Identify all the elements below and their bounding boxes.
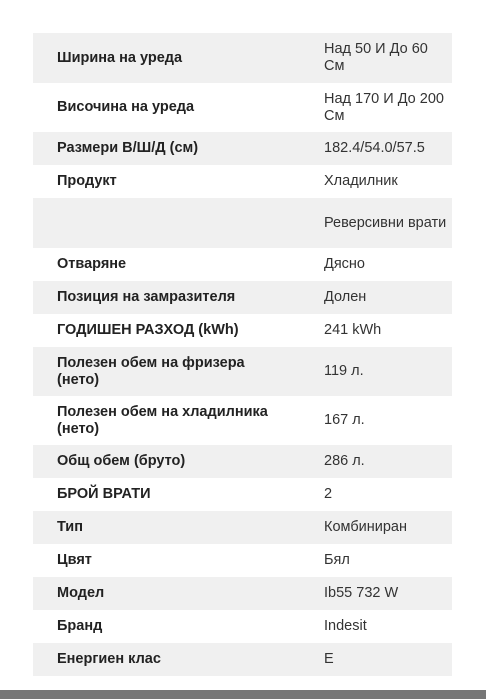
spec-value: E bbox=[324, 651, 334, 667]
bottom-scroll-bar bbox=[0, 690, 486, 699]
spec-value: 286 л. bbox=[324, 453, 365, 469]
spec-row-annual-consumption bbox=[33, 314, 452, 347]
spec-row-color bbox=[33, 544, 452, 577]
spec-value: Комбиниран bbox=[324, 519, 407, 535]
spec-label: Височина на уреда bbox=[57, 99, 195, 115]
spec-value: 182.4/54.0/57.5 bbox=[324, 140, 425, 156]
spec-value: Дясно bbox=[324, 256, 365, 272]
spec-label: Отваряне bbox=[57, 256, 127, 272]
spec-label: Продукт bbox=[57, 173, 117, 189]
spec-label: Общ обем (бруто) bbox=[57, 453, 186, 469]
spec-row-freezer-volume bbox=[33, 347, 452, 396]
spec-value: Indesit bbox=[324, 618, 367, 634]
spec-label: Енергиен клас bbox=[57, 651, 161, 667]
spec-row-product bbox=[33, 165, 452, 198]
spec-row-door-count bbox=[33, 478, 452, 511]
spec-label: Ширина на уреда bbox=[57, 49, 183, 66]
spec-label: Цвят bbox=[57, 552, 92, 568]
spec-label: Полезен обем на фризера (нето) bbox=[57, 354, 245, 388]
spec-value: Бял bbox=[324, 552, 350, 568]
spec-label: Тип bbox=[57, 519, 83, 535]
spec-label: Модел bbox=[57, 585, 105, 601]
spec-value: Хладилник bbox=[324, 173, 398, 189]
spec-value: 167 л. bbox=[324, 412, 365, 428]
spec-value: 2 bbox=[324, 486, 333, 502]
spec-value: Реверсивни врати bbox=[324, 214, 447, 231]
spec-label: Бранд bbox=[57, 618, 103, 634]
spec-value: Ib55 732 W bbox=[324, 585, 399, 601]
spec-row-height bbox=[33, 83, 452, 132]
spec-row-opening bbox=[33, 248, 452, 281]
specifications-table bbox=[33, 33, 452, 676]
spec-row-total-volume bbox=[33, 445, 452, 478]
spec-label: Размери В/Ш/Д (см) bbox=[57, 140, 199, 156]
spec-row-fridge-volume bbox=[33, 396, 452, 445]
spec-row-width bbox=[33, 33, 452, 83]
spec-row-energy-class bbox=[33, 643, 452, 676]
spec-label: БРОЙ ВРАТИ bbox=[57, 486, 151, 502]
spec-value: Над 50 И До 60 См bbox=[324, 41, 428, 74]
spec-row-type bbox=[33, 511, 452, 544]
spec-row-brand bbox=[33, 610, 452, 643]
spec-row-model bbox=[33, 577, 452, 610]
spec-label: Полезен обем на хладилника (нето) bbox=[57, 403, 268, 437]
spec-row-dimensions bbox=[33, 132, 452, 165]
spec-value: Над 170 И До 200 См bbox=[324, 90, 444, 124]
spec-label: ГОДИШЕН РАЗХОД (kWh) bbox=[57, 322, 239, 338]
spec-value: Долен bbox=[324, 289, 367, 305]
spec-value: 241 kWh bbox=[324, 322, 382, 338]
spec-value: 119 л. bbox=[324, 363, 364, 379]
spec-row-reversible-doors bbox=[33, 198, 452, 248]
spec-row-freezer-position bbox=[33, 281, 452, 314]
spec-label: Позиция на замразителя bbox=[57, 289, 236, 305]
